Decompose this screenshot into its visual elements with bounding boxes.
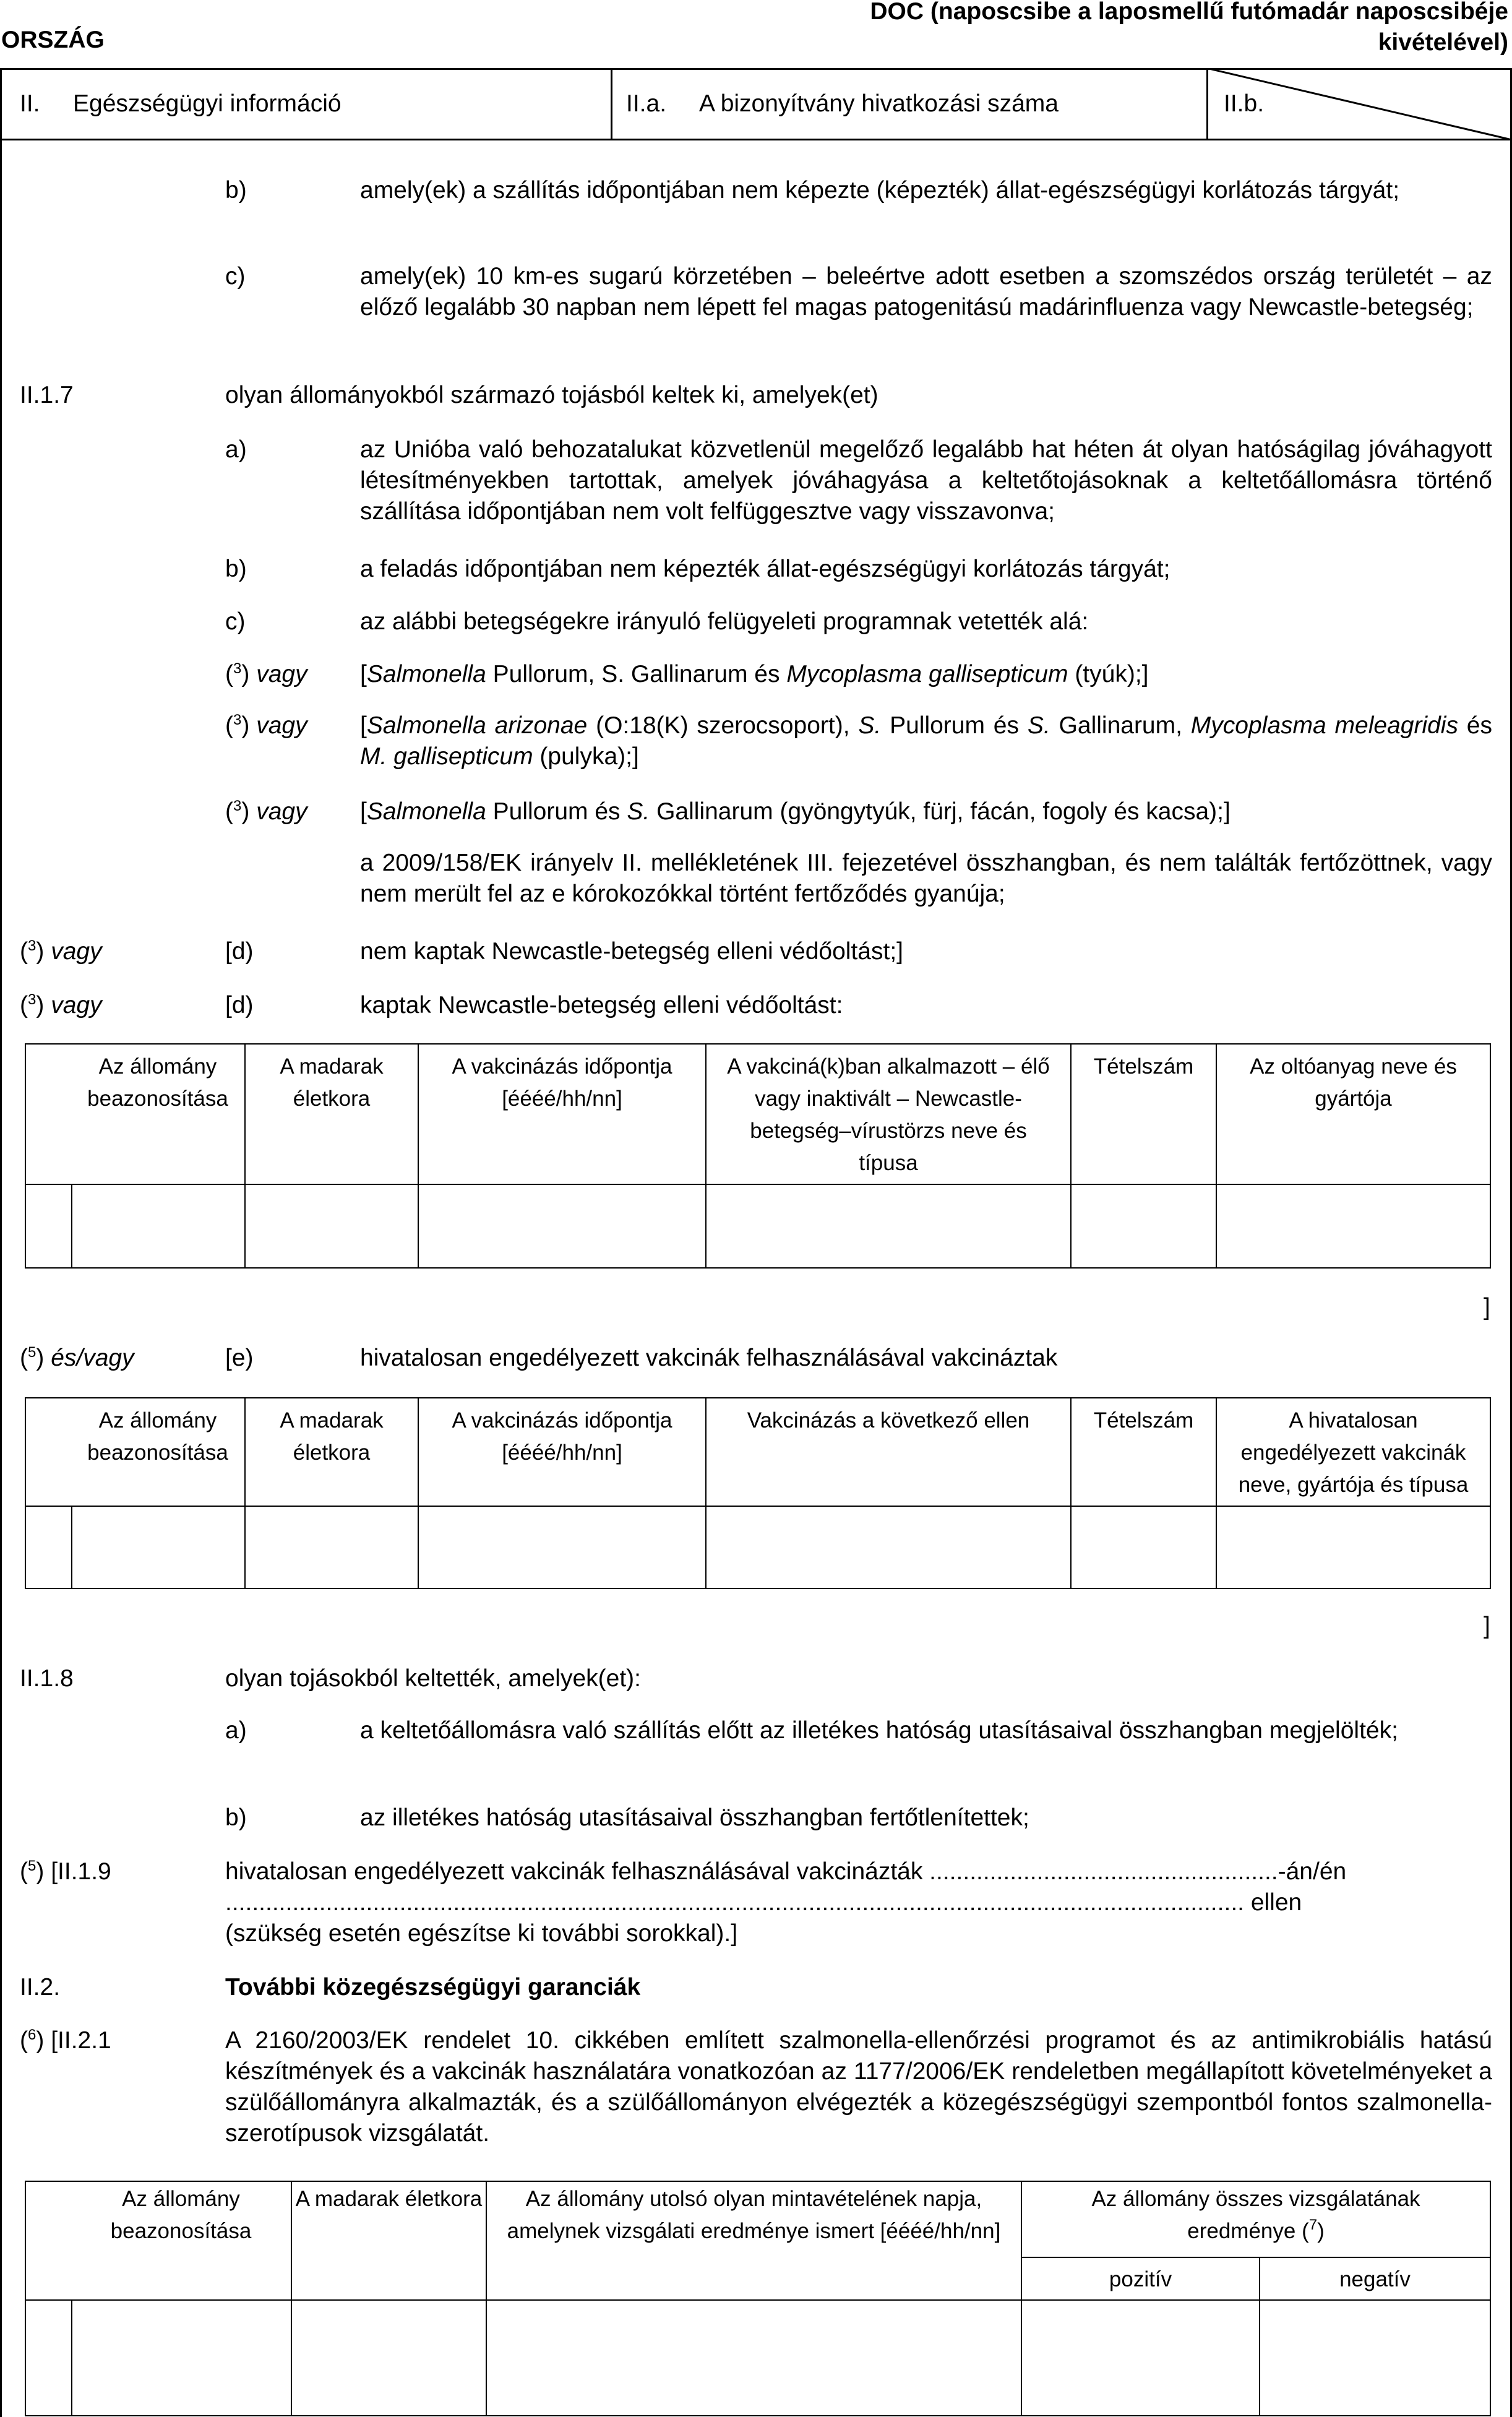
- e-label: [e): [225, 1345, 254, 1371]
- frame-left-border: [0, 68, 2, 2417]
- section-ii19-line1: hivatalosan engedélyezett vakcinák felhasználásával vakcinázták ....................................................-án/én: [225, 1858, 1347, 1885]
- t3-header-test-results: Az állomány összes vizsgálatának eredménye ($^7$): [1091, 2187, 1420, 2243]
- item-a-text: az Unióba való behozatalukat közvetlenül megelőző legalább hat héten át olyan hatóságilag jóváhagyott létesítményekben tartottak, amelyek jóváhagyása a keltetőtojásoknak a keltetőállomásra történő szállítása időpontjában nem volt felfüggesztve vagy visszavonva;: [360, 436, 1492, 525]
- directive-text: a 2009/158/EK irányelv II. mellékletének III. fejezetével összhangban, és nem találták fertőzöttnek, vagy nem merült fel az e kórokozókkal történt fertőződés gyanúja;: [360, 850, 1492, 907]
- section-ii2-title: További közegészségügyi garanciák: [225, 1974, 641, 2001]
- section-ii21-text: A 2160/2003/EK rendelet 10. cikkében említett szalmonella-ellenőrzési programot és az antimikrobiális hatású készítmények és a vakcinák használatára vonatkozóan az 1177/2006/EK rendeletben megállapított követelményeket a szülőállományra alkalmazták, és a szülőállományon elvégezték a közegészségügyi szempontból fontos szalmonella-szerotípusok vizsgálatát.: [225, 2027, 1492, 2147]
- t3-header-bird-age: A madarak életkora: [295, 2187, 483, 2211]
- d2-label: [d): [225, 992, 254, 1019]
- section-ii17-text: olyan állományokból származó tojásból keltek ki, amelyek(et): [225, 382, 878, 408]
- t1-header-virus-strain: A vakciná(k)ban alkalmazott – élő vagy inaktivált – Newcastle-betegség–vírustörzs neve és típusa: [727, 1054, 1050, 1175]
- item-c-text: amely(ek) 10 km-es sugarú körzetében – beleértve adott esetben a szomszédos ország területét – az előző legalább 30 napban nem lépett fel magas patogenitású madárinfluenza vagy Newcastle-betegség;: [360, 263, 1492, 321]
- item-c-label: c): [225, 263, 246, 290]
- option2-marker: ($^3$) vagy: [225, 712, 307, 739]
- document-title: [642, 0, 1508, 58]
- section-ii19-line3: (szükség esetén egészítse ki további sorokkal).]: [225, 1920, 738, 1947]
- e-text: hivatalosan engedélyezett vakcinák felhasználásával vakcináztak: [360, 1345, 1058, 1371]
- t1-header-bird-age: A madarak életkora: [280, 1054, 384, 1111]
- d1-marker: ($^3$) vagy: [20, 937, 102, 965]
- t3-subheader-positive: pozitív: [1109, 2267, 1172, 2291]
- option3-marker: ($^3$) vagy: [225, 798, 307, 825]
- e-marker: ($^5$) és/vagy: [20, 1344, 134, 1371]
- header-col1-label: Egészségügyi információ: [73, 90, 341, 117]
- t1-header-vaccination-date: A vakcinázás időpontja [éééé/hh/nn]: [452, 1054, 672, 1111]
- d2-marker: ($^3$) vagy: [20, 991, 102, 1019]
- item-c2-text: az alábbi betegségekre irányuló felügyeleti programnak vetették alá:: [360, 608, 1089, 635]
- option2-text: [Salmonella arizonae (O:18(K) szerocsoport), S. Pullorum és S. Gallinarum, Mycoplasma meleagridis és M. gallisepticum (pulyka);]: [360, 712, 1492, 770]
- header-col3-number: II.b.: [1224, 90, 1265, 117]
- t2-header-batch-number: Tételszám: [1093, 1408, 1194, 1433]
- section-ii19-marker: ($^5$) [II.1.9: [20, 1858, 111, 1885]
- document-title-line1: DOC (naposcsibe a laposmellű futómadár naposcsibéje: [870, 0, 1508, 25]
- t2-header-official-vaccines: A hivatalosan engedélyezett vakcinák neve, gyártója és típusa: [1238, 1408, 1469, 1497]
- document-title-line2: kivételével): [1378, 29, 1508, 56]
- country-label: ORSZÁG: [1, 27, 105, 53]
- t2-header-vaccination-date: A vakcinázás időpontja [éééé/hh/nn]: [452, 1408, 672, 1465]
- d2-text: kaptak Newcastle-betegség elleni védőoltást:: [360, 992, 843, 1019]
- option1-text: [Salmonella Pullorum, S. Gallinarum és Mycoplasma gallisepticum (tyúk);]: [360, 661, 1149, 687]
- closing-bracket-2: ]: [1484, 1613, 1490, 1639]
- t2-header-vaccinated-against: Vakcinázás a következő ellen: [747, 1408, 1030, 1433]
- header-divider-1: [611, 68, 612, 140]
- header-col2-number: II.a.: [626, 90, 667, 117]
- section-ii21-marker: ($^6$) [II.2.1: [20, 2027, 111, 2054]
- header-col1-number: II.: [20, 90, 40, 117]
- section-ii18-text: olyan tojásokból keltették, amelyek(et):: [225, 1665, 641, 1692]
- item-b2-text: a feladás időpontjában nem képezték állat-egészségügyi korlátozás tárgyát;: [360, 556, 1171, 582]
- t2-header-bird-age: A madarak életkora: [280, 1408, 384, 1465]
- option1-marker: ($^3$) vagy: [225, 660, 307, 687]
- t1-header-vaccine-name: Az oltóanyag neve és gyártója: [1250, 1054, 1457, 1111]
- t3-header-last-sampling: Az állomány utolsó olyan mintavételének napja, amelynek vizsgálati eredménye ismert [éééé/hh/nn]: [507, 2187, 1001, 2243]
- item-c2-label: c): [225, 608, 246, 635]
- t3-subheader-negative: negatív: [1339, 2267, 1411, 2291]
- item-b3-label: b): [225, 1804, 247, 1831]
- t3-header-flock-id: Az állomány beazonosítása: [110, 2187, 252, 2243]
- d1-text: nem kaptak Newcastle-betegség elleni védőoltást;]: [360, 938, 903, 965]
- item-a-label: a): [225, 436, 247, 463]
- item-b-label: b): [225, 177, 247, 204]
- section-ii19-line2: ........................................................................................................................................................ ellen: [225, 1889, 1302, 1916]
- item-b2-label: b): [225, 556, 247, 582]
- item-a3-label: a): [225, 1717, 247, 1744]
- d1-label: [d): [225, 938, 254, 965]
- t1-header-batch-number: Tételszám: [1093, 1054, 1194, 1079]
- section-ii17-number: II.1.7: [20, 382, 74, 408]
- section-ii18-number: II.1.8: [20, 1665, 74, 1692]
- t2-header-flock-id: Az állomány beazonosítása: [87, 1408, 228, 1465]
- item-b-text: amely(ek) a szállítás időpontjában nem képezte (képezték) állat-egészségügyi korlátozás tárgyát;: [360, 177, 1400, 204]
- t1-header-flock-id: Az állomány beazonosítása: [87, 1054, 228, 1111]
- option3-text: [Salmonella Pullorum és S. Gallinarum (gyöngytyúk, fürj, fácán, fogoly és kacsa);]: [360, 798, 1231, 825]
- item-a3-text: a keltetőállomásra való szállítás előtt az illetékes hatóság utasításaival összhangban megjelölték;: [360, 1717, 1398, 1744]
- section-ii2-number: II.2.: [20, 1974, 61, 2001]
- item-b3-text: az illetékes hatóság utasításaival összhangban fertőtlenítettek;: [360, 1804, 1029, 1831]
- header-col2-label: A bizonyítvány hivatkozási száma: [699, 90, 1059, 117]
- closing-bracket-1: ]: [1484, 1294, 1490, 1321]
